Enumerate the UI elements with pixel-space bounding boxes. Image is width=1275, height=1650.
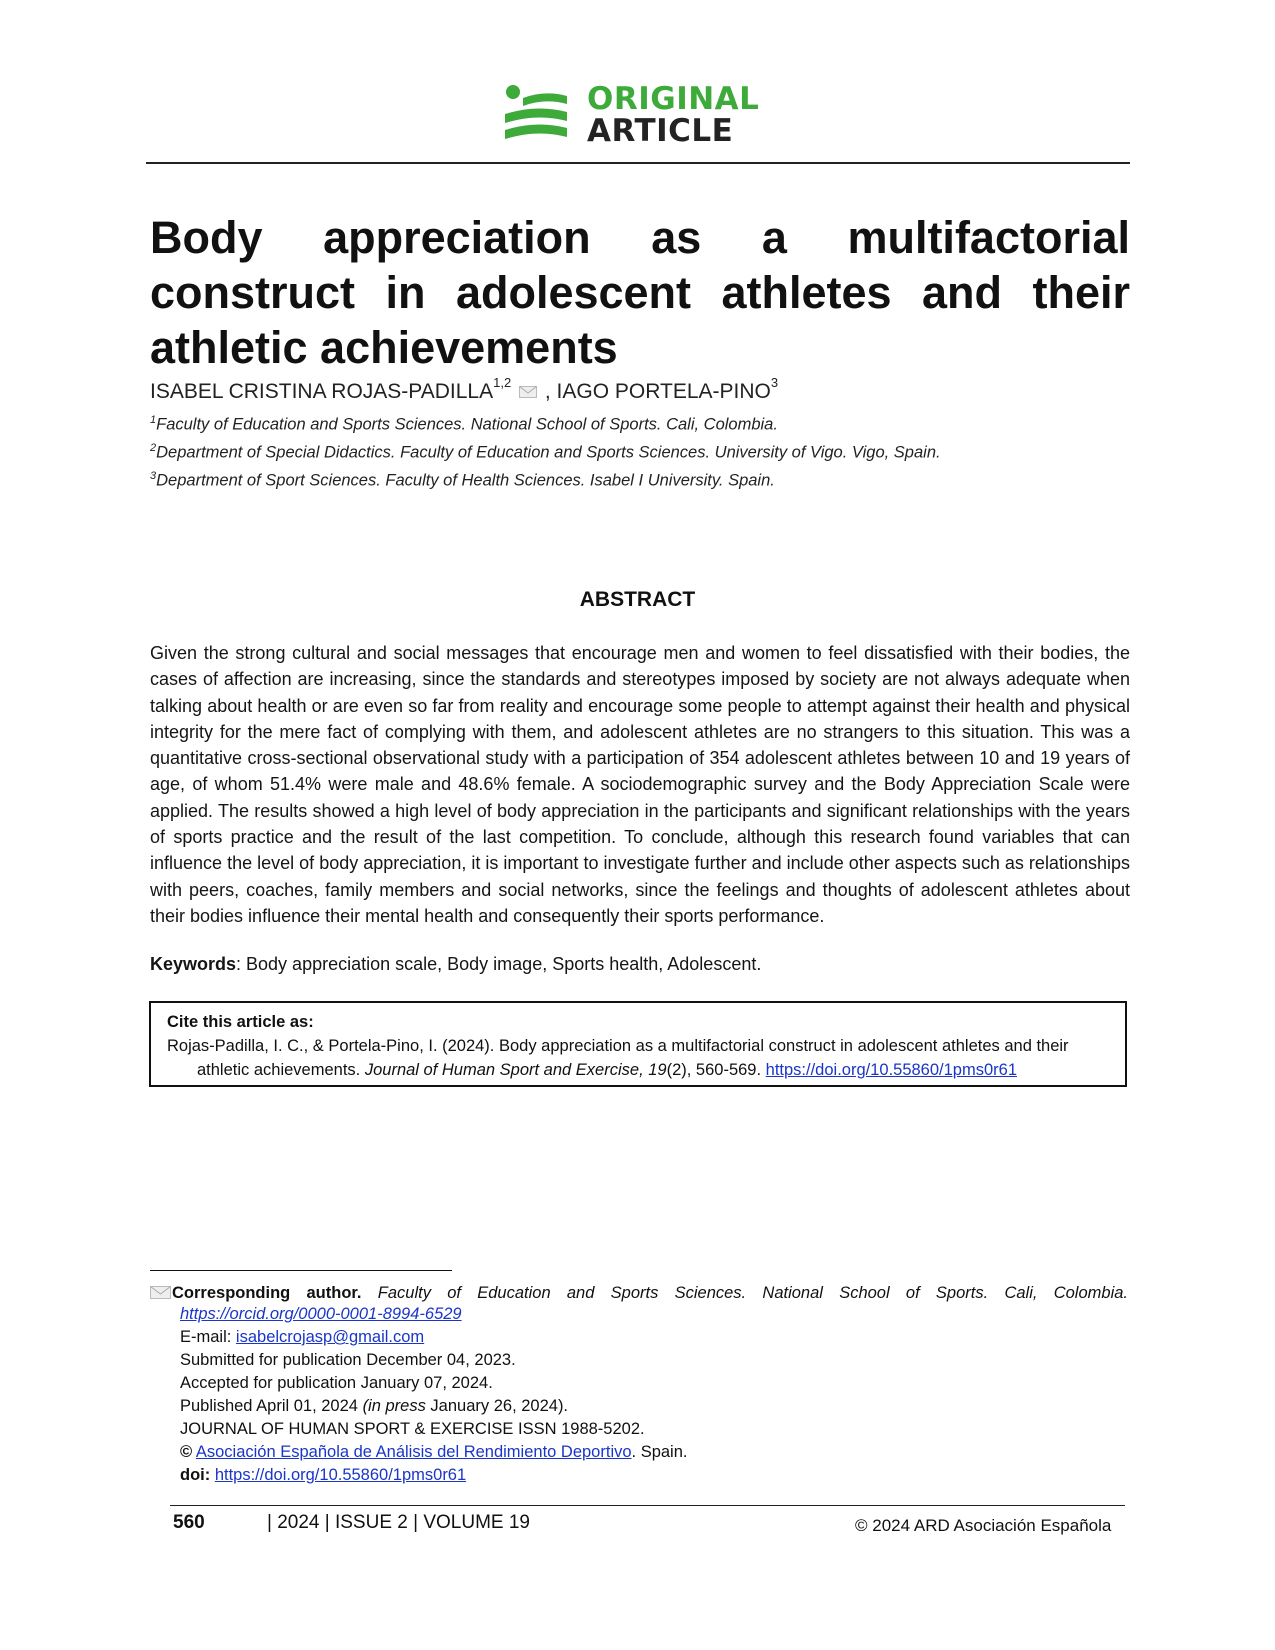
author-name: ISABEL CRISTINA ROJAS-PADILLA — [150, 380, 494, 403]
corresponding-author-label: Corresponding author. — [172, 1284, 362, 1302]
published-date — [180, 1397, 568, 1416]
orcid-line — [180, 1305, 462, 1324]
keywords-list: : Body appreciation scale, Body image, Sports health, Adolescent. — [236, 954, 762, 974]
orcid-link[interactable]: https://orcid.org/0000-0001-8994-6529 — [180, 1305, 462, 1323]
citation-doi-link[interactable]: https://doi.org/10.55860/1pms0r61 — [765, 1061, 1017, 1079]
email-label: E-mail: — [180, 1328, 236, 1346]
affiliation — [150, 470, 1110, 491]
published-text: Published April 01, 2024 — [180, 1397, 363, 1415]
abstract-text: Given the strong cultural and social messages that encourage men and women to feel dissatisfied with their bodies, the cases of affection are increasing, since the standards and stereotypes imposed by society are not always adequate when talking about health or are even so far from reality and encourage some people to attempt against their health and physical integrity for the mere fact of complying with them, and adolescent athletes are no strangers to this situation. This was a quantitative cross-sectional observational study with a participation of 354 adolescent athletes between 10 and 19 years of age, of whom 51.4% were male and 48.6% female. A sociodemographic survey and the Body Appreciation Scale were applied. The results showed a high level of body appreciation in the participants and significant relationships with the years of sports practice and the result of the last competition. To conclude, although this research found variables that can influence the level of body appreciation, it is important to investigate further and include other aspects such as relationships with peers, coaches, family members and social networks, since the feelings and thoughts of adolescent athletes about their bodies influence their mental health and consequently their sports performance. — [150, 643, 1130, 926]
affiliation-text: Faculty of Education and Sports Sciences. National School of Sports. Cali, Colombia. — [156, 415, 778, 434]
journal-logo — [505, 82, 785, 152]
submitted-date: Submitted for publication December 04, 2023. — [180, 1351, 516, 1369]
footer-rule — [170, 1505, 1125, 1506]
citation-journal: Journal of Human Sport and Exercise, 19 — [364, 1061, 667, 1079]
affiliation-text: Department of Special Didactics. Faculty of Education and Sports Sciences. University of Vigo. Vigo, Spain. — [156, 443, 941, 462]
copyright-symbol: © — [180, 1443, 193, 1461]
affiliation — [150, 414, 1110, 435]
corresponding-author-affiliation: Faculty of Education and Sports Sciences. National School of Sports. Cali, Colombia. — [361, 1284, 1128, 1302]
page-number: 560 — [173, 1512, 205, 1533]
author-affil-sup: 1,2 — [493, 375, 512, 390]
mail-icon — [150, 1284, 172, 1300]
author-name: IAGO PORTELA-PINO — [556, 380, 771, 403]
citation-line — [197, 1061, 1017, 1080]
mail-icon[interactable] — [519, 386, 537, 398]
email-link[interactable]: isabelcrojasp@gmail.com — [235, 1328, 425, 1346]
author-line — [150, 375, 779, 404]
affiliation-text: Department of Sport Sciences. Faculty of Health Sciences. Isabel I University. Spain. — [156, 471, 775, 490]
affiliation-sup: 2 — [150, 442, 157, 454]
citation-issue: (2), 560-569. — [666, 1061, 766, 1079]
affiliation — [150, 442, 1110, 463]
doi-label: doi: — [180, 1466, 215, 1484]
keywords-label: Keywords — [150, 954, 237, 974]
accepted-date: Accepted for publication January 07, 2024. — [180, 1374, 493, 1392]
footer-copyright: © 2024 ARD Asociación Española — [855, 1516, 1112, 1535]
org-suffix: . Spain. — [631, 1443, 688, 1461]
citation-box — [149, 1001, 1127, 1087]
email-line — [180, 1328, 424, 1347]
abstract-heading: ABSTRACT — [579, 588, 696, 611]
doi-link[interactable]: https://doi.org/10.55860/1pms0r61 — [214, 1466, 467, 1484]
in-press-label: (in press — [362, 1397, 426, 1415]
citation-text: athletic achievements. — [197, 1061, 365, 1079]
author-affil-sup: 3 — [770, 375, 779, 390]
journal-issn: JOURNAL OF HUMAN SPORT & EXERCISE ISSN 1988-5202. — [180, 1420, 645, 1438]
issue-info: | 2024 | ISSUE 2 | VOLUME 19 — [267, 1512, 530, 1533]
organization-link[interactable]: Asociación Española de Análisis del Rendimiento Deportivo — [195, 1443, 632, 1461]
affiliation-sup: 3 — [150, 470, 157, 482]
copyright-line — [180, 1443, 688, 1462]
citation-line: Rojas-Padilla, I. C., & Portela-Pino, I. (2024). Body appreciation as a multifactorial construct in adolescent athletes and their — [167, 1037, 1069, 1055]
logo-word-article: ARTICLE — [587, 113, 734, 149]
header-rule — [146, 162, 1130, 164]
citation-heading: Cite this article as: — [167, 1013, 314, 1031]
keywords — [150, 954, 761, 975]
published-press-date: January 26, 2024). — [425, 1397, 569, 1415]
corresponding-author-line — [150, 1282, 1128, 1303]
footnote-rule — [150, 1270, 452, 1271]
affiliation-sup: 1 — [150, 414, 157, 426]
logo-stripes-icon — [505, 84, 569, 146]
logo-word-original: ORIGINAL — [587, 81, 760, 117]
author-separator: , — [539, 380, 557, 403]
doi-line — [180, 1466, 466, 1485]
article-title: Body appreciation as a multifactorial construct in adolescent athletes and their athletic achievements — [150, 212, 1130, 373]
